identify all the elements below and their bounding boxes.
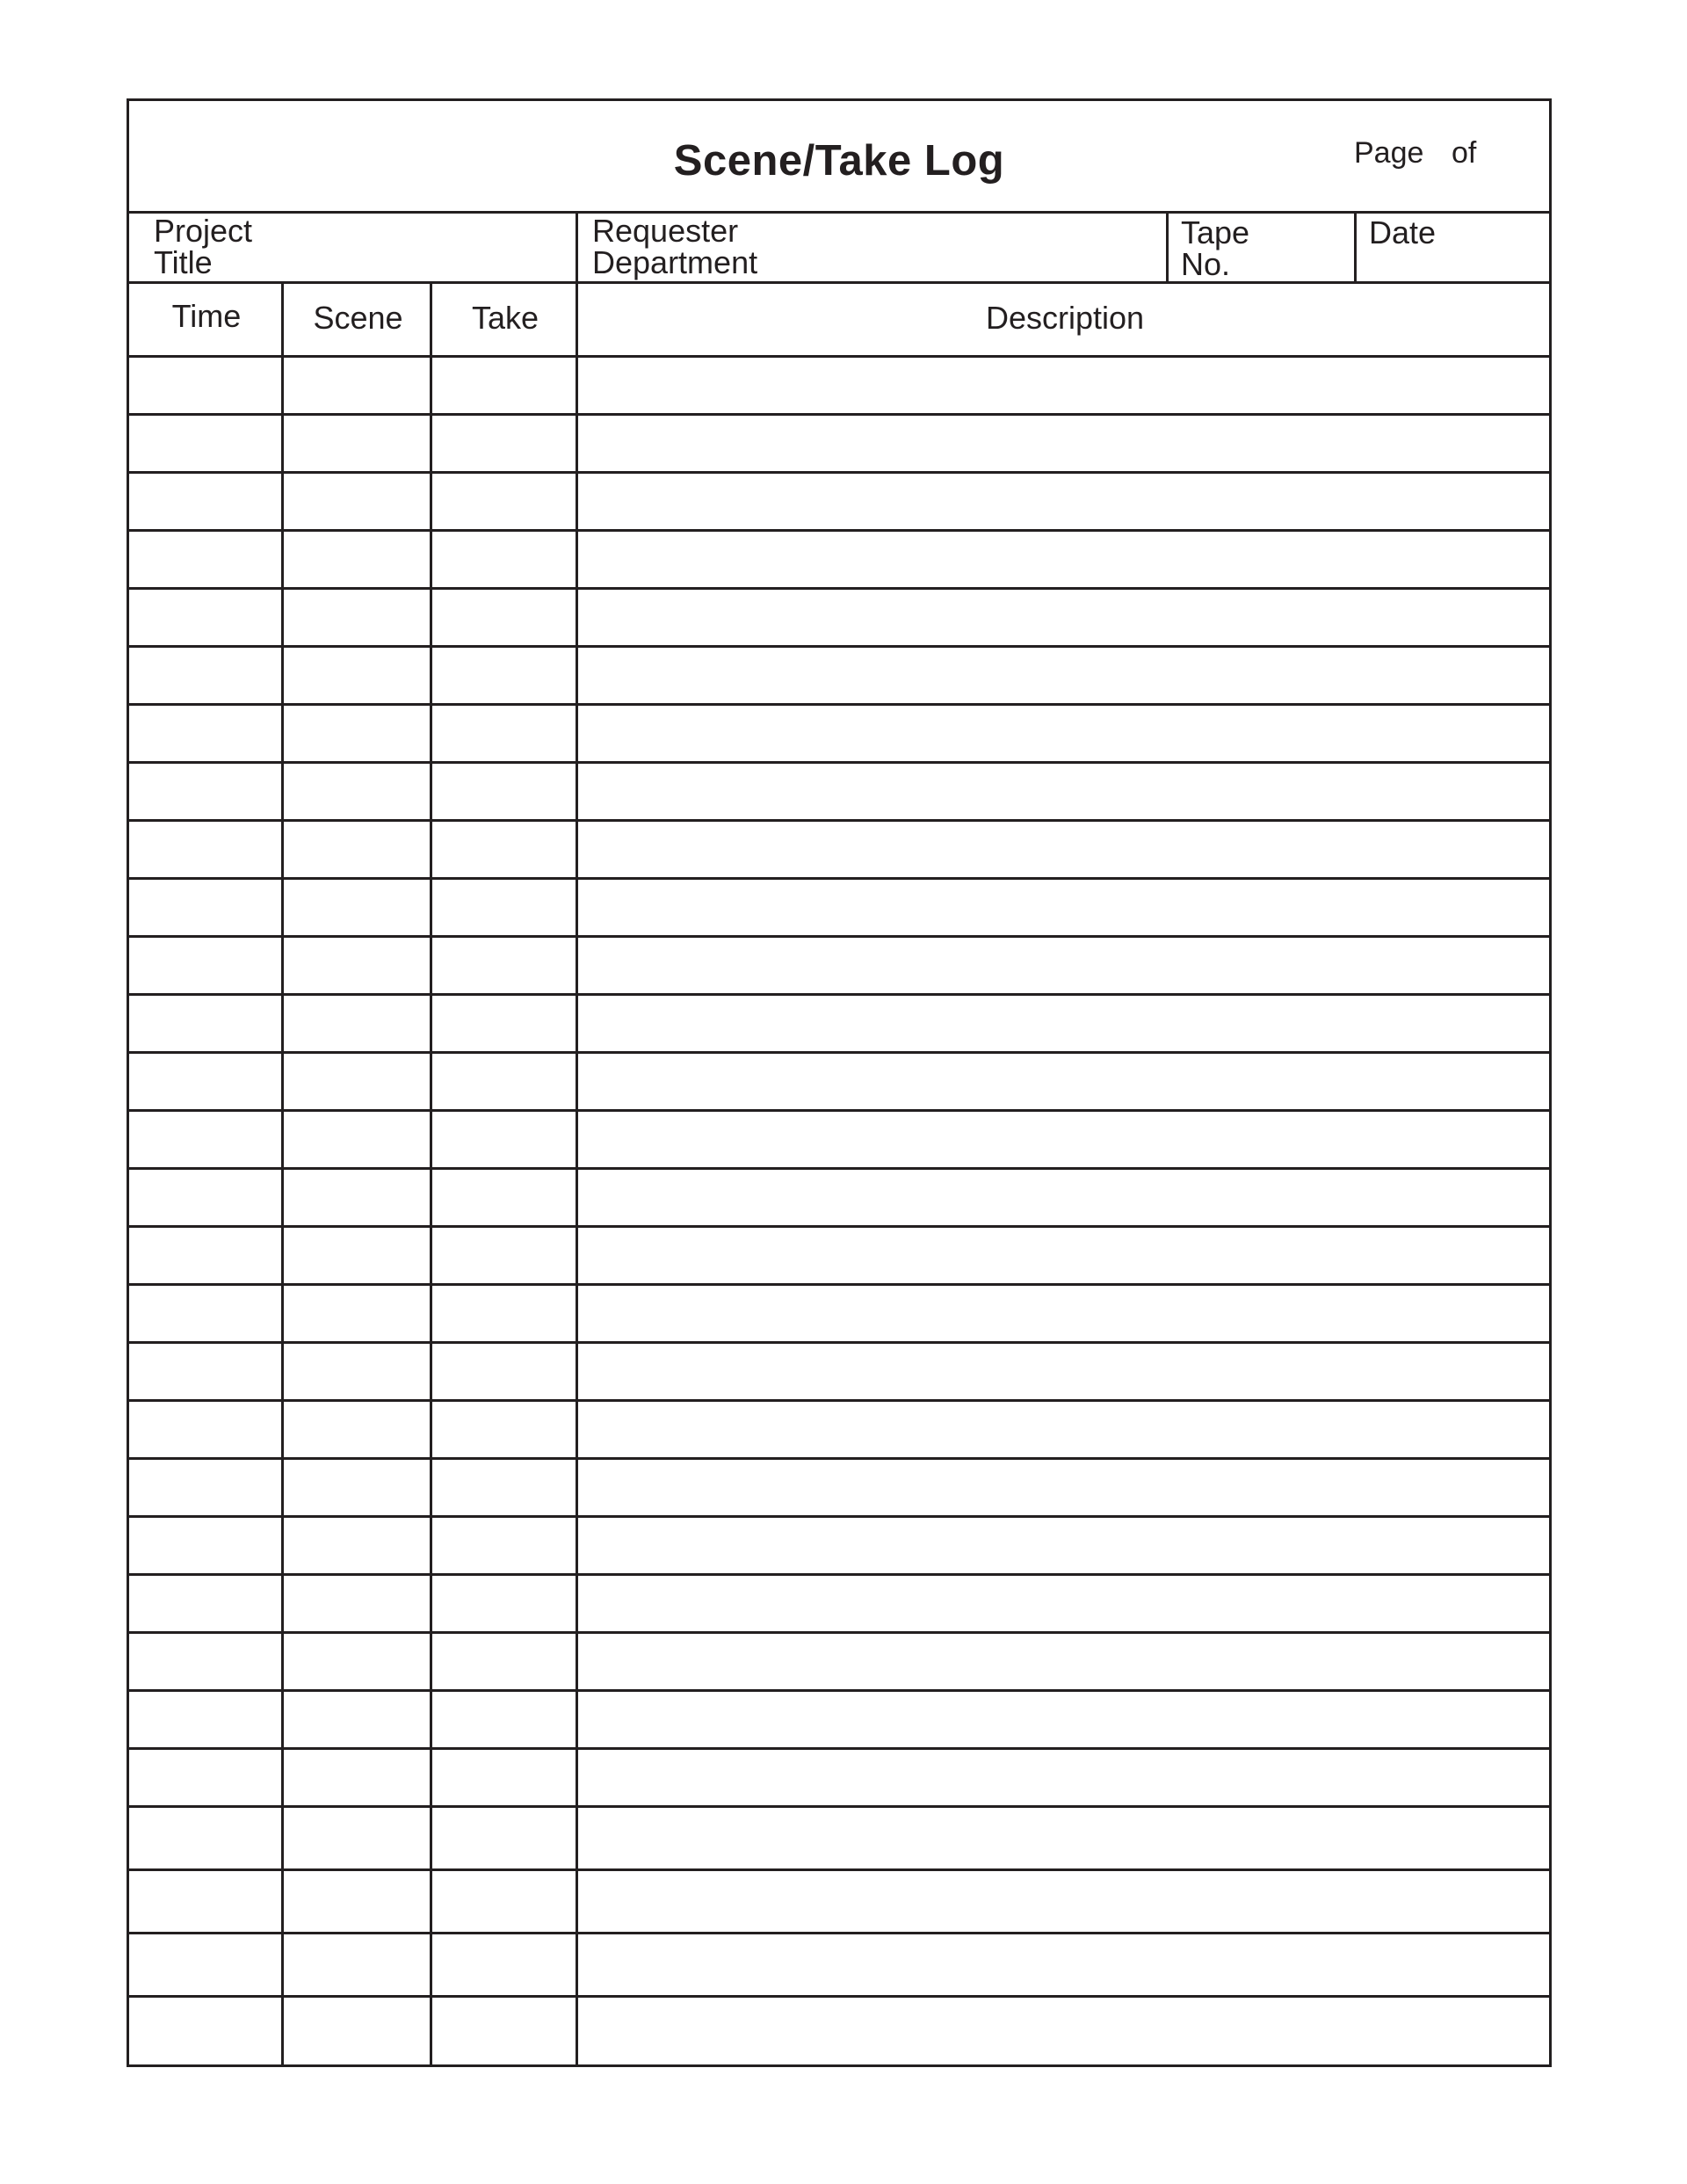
table-row xyxy=(129,1170,1549,1228)
scene-cell[interactable] xyxy=(284,590,430,645)
description-cell[interactable] xyxy=(578,822,1552,877)
description-cell[interactable] xyxy=(578,1286,1552,1341)
divider xyxy=(576,706,578,761)
take-cell[interactable] xyxy=(432,1934,576,1995)
time-cell[interactable] xyxy=(129,648,281,703)
time-cell[interactable] xyxy=(129,1871,281,1932)
divider xyxy=(576,938,578,993)
divider xyxy=(430,1054,432,1109)
divider xyxy=(576,1518,578,1573)
divider xyxy=(281,1934,284,1995)
table-row xyxy=(129,880,1549,938)
info-row xyxy=(129,214,1549,284)
divider xyxy=(281,1054,284,1109)
table-row xyxy=(129,1998,1549,2065)
time-cell[interactable] xyxy=(129,532,281,587)
divider xyxy=(281,1460,284,1515)
column-header-scene: Scene xyxy=(313,300,403,336)
divider xyxy=(281,1998,284,2065)
scene-cell[interactable] xyxy=(284,706,430,761)
take-cell[interactable] xyxy=(432,648,576,703)
time-cell[interactable] xyxy=(129,590,281,645)
page-of-label: of xyxy=(1452,136,1477,170)
divider xyxy=(281,1808,284,1868)
scene-cell[interactable] xyxy=(284,1692,430,1747)
time-cell[interactable] xyxy=(129,416,281,471)
table-row xyxy=(129,764,1549,822)
scene-cell[interactable] xyxy=(284,880,430,935)
take-cell[interactable] xyxy=(432,822,576,877)
scene-cell[interactable] xyxy=(284,1750,430,1805)
divider xyxy=(430,880,432,935)
take-cell[interactable] xyxy=(432,1460,576,1515)
scene-cell[interactable] xyxy=(284,938,430,993)
divider xyxy=(281,1170,284,1225)
description-cell[interactable] xyxy=(578,1692,1552,1747)
divider xyxy=(281,358,284,413)
divider xyxy=(430,590,432,645)
take-cell[interactable] xyxy=(432,1054,576,1109)
description-cell[interactable] xyxy=(578,648,1552,703)
divider xyxy=(576,822,578,877)
description-cell[interactable] xyxy=(578,1934,1552,1995)
take-cell[interactable] xyxy=(432,1998,576,2065)
take-cell[interactable] xyxy=(432,590,576,645)
table-row xyxy=(129,1871,1549,1934)
divider xyxy=(281,996,284,1051)
table-row xyxy=(129,474,1549,532)
divider xyxy=(430,1344,432,1399)
description-cell[interactable] xyxy=(578,1871,1552,1932)
scene-take-log-form xyxy=(127,98,1552,2067)
description-cell[interactable] xyxy=(578,1054,1552,1109)
table-row xyxy=(129,590,1549,648)
take-cell[interactable] xyxy=(432,1750,576,1805)
time-cell[interactable] xyxy=(129,1286,281,1341)
divider xyxy=(281,880,284,935)
divider xyxy=(430,1692,432,1747)
table-row xyxy=(129,1634,1549,1692)
date-field[interactable] xyxy=(1357,214,1552,281)
divider xyxy=(576,416,578,471)
time-cell[interactable] xyxy=(129,1576,281,1631)
take-cell[interactable] xyxy=(432,1228,576,1283)
description-cell[interactable] xyxy=(578,1460,1552,1515)
divider xyxy=(576,532,578,587)
divider xyxy=(430,1460,432,1515)
table-row xyxy=(129,706,1549,764)
table-row xyxy=(129,996,1549,1054)
description-cell[interactable] xyxy=(578,1170,1552,1225)
take-cell[interactable] xyxy=(432,1344,576,1399)
table-row xyxy=(129,416,1549,474)
scene-cell[interactable] xyxy=(284,358,430,413)
scene-cell[interactable] xyxy=(284,764,430,819)
take-cell[interactable] xyxy=(432,1402,576,1457)
scene-cell[interactable] xyxy=(284,1998,430,2065)
table-row xyxy=(129,1750,1549,1808)
tape-no-field[interactable] xyxy=(1169,214,1356,281)
time-cell[interactable] xyxy=(129,1998,281,2065)
scene-cell[interactable] xyxy=(284,532,430,587)
scene-cell[interactable] xyxy=(284,996,430,1051)
divider xyxy=(576,1750,578,1805)
scene-cell[interactable] xyxy=(284,1112,430,1167)
divider xyxy=(430,1750,432,1805)
divider xyxy=(576,880,578,935)
divider xyxy=(576,358,578,413)
divider xyxy=(430,1286,432,1341)
scene-cell[interactable] xyxy=(284,1518,430,1573)
description-cell[interactable] xyxy=(578,1808,1552,1868)
time-cell[interactable] xyxy=(129,1692,281,1747)
time-cell[interactable] xyxy=(129,1634,281,1689)
description-cell[interactable] xyxy=(578,764,1552,819)
take-cell[interactable] xyxy=(432,1871,576,1932)
take-cell[interactable] xyxy=(432,706,576,761)
divider xyxy=(430,1871,432,1932)
column-header-time: Time xyxy=(171,298,242,334)
time-cell[interactable] xyxy=(129,938,281,993)
divider xyxy=(430,1998,432,2065)
take-cell[interactable] xyxy=(432,1692,576,1747)
table-row xyxy=(129,1460,1549,1518)
time-cell[interactable] xyxy=(129,1934,281,1995)
table-row xyxy=(129,1808,1549,1871)
take-cell[interactable] xyxy=(432,1112,576,1167)
divider xyxy=(576,590,578,645)
table-row xyxy=(129,532,1549,590)
description-cell[interactable] xyxy=(578,1228,1552,1283)
form-title: Scene/Take Log xyxy=(673,137,1005,185)
divider xyxy=(430,1228,432,1283)
divider xyxy=(430,1934,432,1995)
time-cell[interactable] xyxy=(129,358,281,413)
time-cell[interactable] xyxy=(129,1344,281,1399)
scene-cell[interactable] xyxy=(284,416,430,471)
divider xyxy=(576,474,578,529)
divider xyxy=(430,996,432,1051)
table-row xyxy=(129,1228,1549,1286)
take-cell[interactable] xyxy=(432,1286,576,1341)
description-cell[interactable] xyxy=(578,590,1552,645)
requester-department-field[interactable] xyxy=(578,214,1168,281)
table-row xyxy=(129,1286,1549,1344)
divider xyxy=(430,822,432,877)
divider xyxy=(430,416,432,471)
scene-cell[interactable] xyxy=(284,822,430,877)
scene-cell[interactable] xyxy=(284,1871,430,1932)
time-cell[interactable] xyxy=(129,1170,281,1225)
scene-cell[interactable] xyxy=(284,1576,430,1631)
table-row xyxy=(129,1402,1549,1460)
divider xyxy=(576,996,578,1051)
divider xyxy=(576,1286,578,1341)
divider xyxy=(281,1228,284,1283)
time-cell[interactable] xyxy=(129,1402,281,1457)
divider xyxy=(576,1054,578,1109)
divider xyxy=(430,1634,432,1689)
divider xyxy=(430,1808,432,1868)
description-cell[interactable] xyxy=(578,1750,1552,1805)
take-cell[interactable] xyxy=(432,1518,576,1573)
table-row xyxy=(129,358,1549,416)
table-row xyxy=(129,1518,1549,1576)
time-cell[interactable] xyxy=(129,1112,281,1167)
table-row xyxy=(129,1054,1549,1112)
scene-cell[interactable] xyxy=(284,1228,430,1283)
divider xyxy=(576,1228,578,1283)
table-row xyxy=(129,1344,1549,1402)
time-cell[interactable] xyxy=(129,1808,281,1868)
project-title-label: Project Title xyxy=(154,213,253,280)
divider xyxy=(281,1344,284,1399)
description-cell[interactable] xyxy=(578,938,1552,993)
divider xyxy=(576,1934,578,1995)
take-cell[interactable] xyxy=(432,1576,576,1631)
take-cell[interactable] xyxy=(432,1634,576,1689)
description-cell[interactable] xyxy=(578,1634,1552,1689)
divider xyxy=(281,1750,284,1805)
table-row xyxy=(129,1576,1549,1634)
take-cell[interactable] xyxy=(432,358,576,413)
divider xyxy=(430,1518,432,1573)
time-cell[interactable] xyxy=(129,1460,281,1515)
divider xyxy=(281,416,284,471)
time-cell[interactable] xyxy=(129,1228,281,1283)
take-cell[interactable] xyxy=(432,996,576,1051)
time-cell[interactable] xyxy=(129,764,281,819)
time-cell[interactable] xyxy=(129,996,281,1051)
column-header-take: Take xyxy=(471,300,539,336)
divider xyxy=(430,1112,432,1167)
divider xyxy=(281,1518,284,1573)
take-cell[interactable] xyxy=(432,764,576,819)
description-cell[interactable] xyxy=(578,996,1552,1051)
divider xyxy=(281,764,284,819)
scene-cell[interactable] xyxy=(284,1934,430,1995)
scene-cell[interactable] xyxy=(284,1460,430,1515)
divider xyxy=(576,1112,578,1167)
description-cell[interactable] xyxy=(578,474,1552,529)
scene-cell[interactable] xyxy=(284,474,430,529)
time-cell[interactable] xyxy=(129,1054,281,1109)
take-cell[interactable] xyxy=(432,1170,576,1225)
description-cell[interactable] xyxy=(578,1344,1552,1399)
take-cell[interactable] xyxy=(432,474,576,529)
divider xyxy=(576,1460,578,1515)
time-cell[interactable] xyxy=(129,822,281,877)
table-row xyxy=(129,1692,1549,1750)
time-cell[interactable] xyxy=(129,880,281,935)
tape-no-label: Tape No. xyxy=(1181,214,1250,282)
scene-cell[interactable] xyxy=(284,1402,430,1457)
divider xyxy=(281,938,284,993)
divider xyxy=(281,1692,284,1747)
column-header-description: Description xyxy=(985,300,1145,336)
date-label: Date xyxy=(1369,214,1437,250)
description-cell[interactable] xyxy=(578,1998,1552,2065)
divider xyxy=(576,1692,578,1747)
time-cell[interactable] xyxy=(129,1750,281,1805)
table-row xyxy=(129,1112,1549,1170)
log-rows xyxy=(129,358,1549,2065)
divider xyxy=(430,474,432,529)
divider xyxy=(281,1634,284,1689)
divider xyxy=(576,1344,578,1399)
divider xyxy=(430,938,432,993)
divider xyxy=(576,1170,578,1225)
divider xyxy=(576,1402,578,1457)
divider xyxy=(281,648,284,703)
divider xyxy=(430,706,432,761)
scene-cell[interactable] xyxy=(284,1808,430,1868)
divider xyxy=(576,764,578,819)
requester-department-label: Requester Department xyxy=(592,213,758,280)
description-cell[interactable] xyxy=(578,1518,1552,1573)
table-row xyxy=(129,1934,1549,1998)
divider xyxy=(281,706,284,761)
scene-cell[interactable] xyxy=(284,1634,430,1689)
take-cell[interactable] xyxy=(432,1808,576,1868)
divider xyxy=(430,1576,432,1631)
description-cell[interactable] xyxy=(578,1576,1552,1631)
description-cell[interactable] xyxy=(578,706,1552,761)
divider xyxy=(281,1576,284,1631)
table-row xyxy=(129,938,1549,996)
description-cell[interactable] xyxy=(578,358,1552,413)
divider xyxy=(430,1170,432,1225)
table-row xyxy=(129,822,1549,880)
divider xyxy=(576,1576,578,1631)
time-cell[interactable] xyxy=(129,474,281,529)
divider xyxy=(430,648,432,703)
title-row xyxy=(129,101,1549,214)
divider xyxy=(430,532,432,587)
divider xyxy=(576,1871,578,1932)
description-cell[interactable] xyxy=(578,416,1552,471)
description-cell[interactable] xyxy=(578,880,1552,935)
page-label: Page xyxy=(1354,136,1424,170)
time-cell[interactable] xyxy=(129,1518,281,1573)
divider xyxy=(576,1808,578,1868)
time-cell[interactable] xyxy=(129,706,281,761)
take-cell[interactable] xyxy=(432,416,576,471)
divider xyxy=(576,1998,578,2065)
take-cell[interactable] xyxy=(432,532,576,587)
divider xyxy=(430,764,432,819)
scene-cell[interactable] xyxy=(284,1286,430,1341)
scene-cell[interactable] xyxy=(284,648,430,703)
take-cell[interactable] xyxy=(432,880,576,935)
divider xyxy=(281,532,284,587)
take-cell[interactable] xyxy=(432,938,576,993)
table-row xyxy=(129,648,1549,706)
scene-cell[interactable] xyxy=(284,1054,430,1109)
divider xyxy=(281,1402,284,1457)
divider xyxy=(430,358,432,413)
divider xyxy=(281,1871,284,1932)
description-cell[interactable] xyxy=(578,532,1552,587)
scene-cell[interactable] xyxy=(284,1344,430,1399)
divider xyxy=(430,1402,432,1457)
project-title-field[interactable] xyxy=(129,214,578,281)
divider xyxy=(576,648,578,703)
divider xyxy=(576,1634,578,1689)
scene-cell[interactable] xyxy=(284,1170,430,1225)
divider xyxy=(281,590,284,645)
divider xyxy=(281,1112,284,1167)
divider xyxy=(281,1286,284,1341)
divider xyxy=(281,822,284,877)
divider xyxy=(281,474,284,529)
description-cell[interactable] xyxy=(578,1402,1552,1457)
column-header-row xyxy=(129,284,1549,358)
description-cell[interactable] xyxy=(578,1112,1552,1167)
